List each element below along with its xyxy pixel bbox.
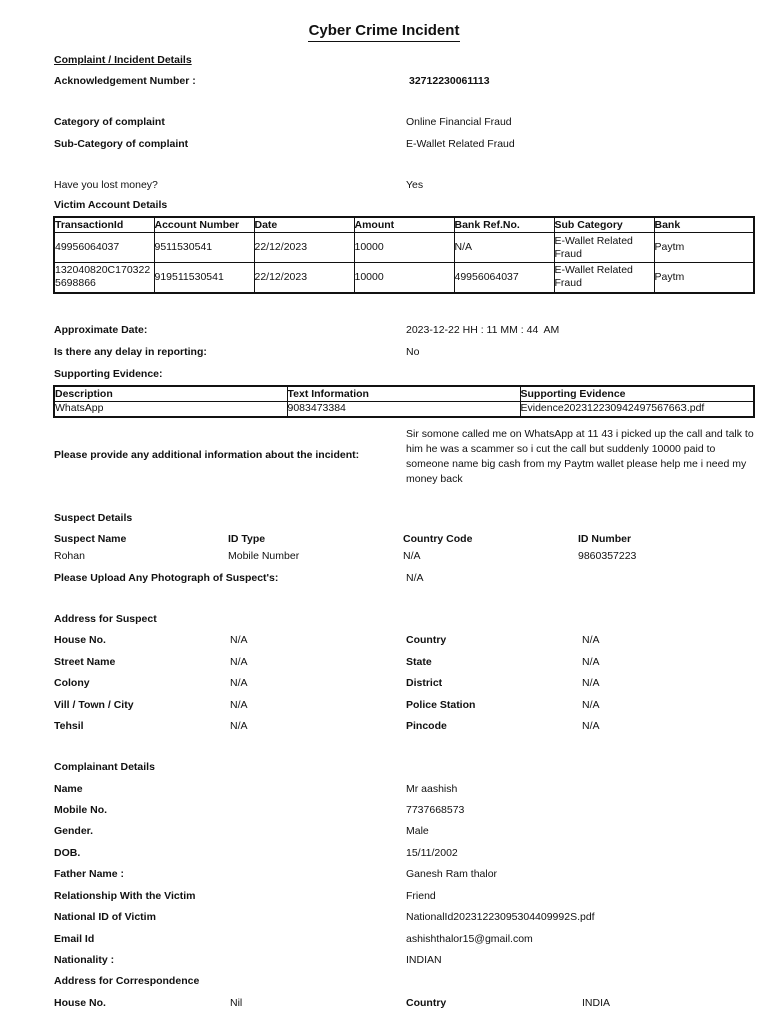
table-row: [54, 233, 754, 263]
table-cell: 49956064037: [454, 263, 554, 293]
subcategory-value: E-Wallet Related Fraud: [406, 138, 515, 150]
address-field-label: Police Station: [406, 699, 476, 711]
address-field-value: N/A: [230, 634, 248, 646]
address-field-label: Colony: [54, 677, 90, 689]
table-row: [54, 402, 754, 417]
column-header: Bank: [654, 217, 754, 233]
address-field-value: N/A: [582, 677, 600, 689]
address-field-label: District: [406, 677, 443, 689]
suspect-country-code-header: Country Code: [403, 533, 473, 545]
complainant-heading: Complainant Details: [54, 761, 155, 773]
correspondence-field-label: House No.: [54, 997, 106, 1009]
complainant-field-value: Friend: [406, 890, 436, 902]
address-field-value: N/A: [582, 656, 600, 668]
complainant-field-value: 7737668573: [406, 804, 465, 816]
evidence-table: [53, 385, 755, 418]
victim-account-heading: Victim Account Details: [54, 199, 168, 211]
suspect-heading: Suspect Details: [54, 512, 133, 524]
column-header: Description: [54, 386, 287, 402]
table-cell: Paytm: [654, 263, 754, 293]
table-cell: E-Wallet Related Fraud: [554, 263, 654, 293]
table-cell: E-Wallet Related Fraud: [554, 233, 654, 263]
suspect-id-number-header: ID Number: [578, 533, 632, 545]
address-field-label: Pincode: [406, 720, 447, 732]
section-complaint-heading: Complaint / Incident Details: [54, 54, 192, 66]
address-field-label: State: [406, 656, 432, 668]
suspect-photo-label: Please Upload Any Photograph of Suspect's:: [54, 572, 279, 584]
subcategory-label: Sub-Category of complaint: [54, 138, 189, 150]
suspect-id-number-value: 9860357223: [578, 550, 637, 562]
lost-money-label: Have you lost money?: [54, 179, 158, 191]
complainant-field-value: 15/11/2002: [406, 847, 458, 859]
suspect-photo-value: N/A: [406, 572, 424, 584]
approx-date-value: 2023-12-22 HH : 11 MM : 44 AM: [406, 324, 560, 336]
complainant-field-value: Mr aashish: [406, 783, 458, 795]
approx-date-label: Approximate Date:: [54, 324, 148, 336]
ack-label: Acknowledgement Number :: [54, 75, 196, 87]
column-header: Sub Category: [554, 217, 654, 233]
ack-value: 32712230061113: [409, 75, 490, 87]
complainant-field-value: NationalId20231223095304409992S.pdf: [406, 911, 595, 923]
complainant-field-label: DOB.: [54, 847, 81, 859]
table-cell: 9511530541: [154, 233, 254, 263]
table-row: [54, 263, 754, 293]
complainant-field-label: Email Id: [54, 933, 95, 945]
correspondence-field-label: Country: [406, 997, 447, 1009]
complainant-field-label: Relationship With the Victim: [54, 890, 196, 902]
column-header: Supporting Evidence: [520, 386, 754, 402]
address-field-label: Country: [406, 634, 447, 646]
column-header: Text Information: [287, 386, 520, 402]
table-cell: 22/12/2023: [254, 263, 354, 293]
column-header: Account Number: [154, 217, 254, 233]
table-cell: 919511530541: [154, 263, 254, 293]
complainant-field-value: Ganesh Ram thalor: [406, 868, 498, 880]
address-field-value: N/A: [582, 699, 600, 711]
complainant-field-label: Mobile No.: [54, 804, 108, 816]
category-value: Online Financial Fraud: [406, 116, 512, 128]
complainant-field-value: Male: [406, 825, 429, 837]
delay-label: Is there any delay in reporting:: [54, 346, 207, 358]
suspect-name-value: Rohan: [54, 550, 85, 562]
complainant-field-label: National ID of Victim: [54, 911, 156, 923]
column-header: TransactionId: [54, 217, 154, 233]
column-header: Amount: [354, 217, 454, 233]
address-field-label: House No.: [54, 634, 106, 646]
address-field-label: Street Name: [54, 656, 116, 668]
address-field-value: N/A: [230, 656, 248, 668]
suspect-idtype-value: Mobile Number: [228, 550, 300, 562]
table-cell: Paytm: [654, 233, 754, 263]
table-cell: 22/12/2023: [254, 233, 354, 263]
page-title: [0, 22, 768, 40]
table-cell: WhatsApp: [54, 402, 287, 417]
evidence-heading: Supporting Evidence:: [54, 368, 163, 380]
suspect-country-code-value: N/A: [403, 550, 421, 562]
table-header-row: [54, 217, 754, 233]
table-cell: 132040820C1703225698866: [54, 263, 154, 293]
correspondence-field-value: Nil: [230, 997, 243, 1009]
additional-info-value: Sir somone called me on WhatsApp at 11 43 i picked up the call and talk to him he was a scammer so i cut the call but suddenly 10000 paid to someone name big cash from my Paytm wallet please help me i need my money back: [406, 428, 754, 485]
suspect-address-heading: Address for Suspect: [54, 613, 157, 625]
complainant-field-label: Father Name :: [54, 868, 125, 880]
address-field-value: N/A: [582, 720, 600, 732]
table-cell: 10000: [354, 263, 454, 293]
address-field-value: N/A: [582, 634, 600, 646]
table-cell: Evidence20231223094249756766З.pdf: [520, 402, 754, 417]
complainant-field-value: INDIAN: [406, 954, 442, 966]
complainant-field-label: Gender.: [54, 825, 94, 837]
address-field-value: N/A: [230, 677, 248, 689]
correspondence-heading: Address for Correspondence: [54, 975, 200, 987]
table-cell: N/A: [454, 233, 554, 263]
table-cell: 49956064037: [54, 233, 154, 263]
address-field-label: Vill / Town / City: [54, 699, 134, 711]
table-cell: 10000: [354, 233, 454, 263]
address-field-value: N/A: [230, 699, 248, 711]
delay-value: No: [406, 346, 420, 358]
correspondence-field-value: INDIA: [582, 997, 611, 1009]
complainant-field-value: ashishthalor15@gmail.com: [406, 933, 533, 945]
address-field-label: Tehsil: [54, 720, 84, 732]
victim-account-table: [53, 216, 755, 294]
suspect-idtype-header: ID Type: [228, 533, 266, 545]
column-header: Date: [254, 217, 354, 233]
complainant-field-label: Name: [54, 783, 83, 795]
table-cell: 9083473384: [287, 402, 520, 417]
page-title-text: Cyber Crime Incident: [308, 22, 461, 42]
suspect-name-header: Suspect Name: [54, 533, 127, 545]
complainant-field-label: Nationality :: [54, 954, 115, 966]
lost-money-value: Yes: [406, 179, 424, 191]
table-header-row: [54, 386, 754, 402]
additional-info-label: Please provide any additional information about the incident:: [54, 449, 360, 461]
category-label: Category of complaint: [54, 116, 165, 128]
column-header: Bank Ref.No.: [454, 217, 554, 233]
address-field-value: N/A: [230, 720, 248, 732]
